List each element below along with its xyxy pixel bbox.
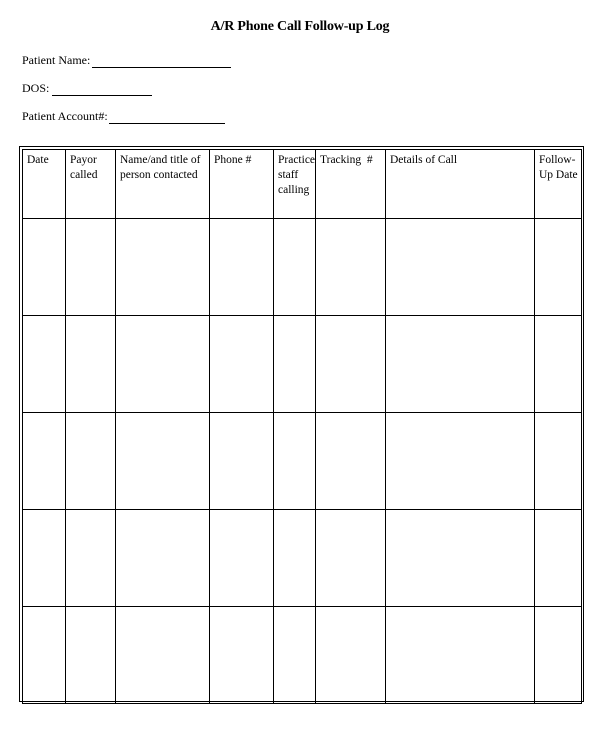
table-cell[interactable] xyxy=(23,219,66,316)
patient-account-label: Patient Account#: xyxy=(22,109,108,123)
table-cell[interactable] xyxy=(116,607,210,704)
table-cell[interactable] xyxy=(210,413,274,510)
table-cell[interactable] xyxy=(535,510,582,607)
table-cell[interactable] xyxy=(210,607,274,704)
table-cell[interactable] xyxy=(210,219,274,316)
page-title: A/R Phone Call Follow-up Log xyxy=(210,19,390,34)
dos-blank[interactable] xyxy=(52,84,152,96)
table-cell[interactable] xyxy=(116,413,210,510)
column-header-person-contacted: Name/and title of person contacted xyxy=(116,150,210,219)
table-cell[interactable] xyxy=(274,413,316,510)
table-cell[interactable] xyxy=(386,510,535,607)
table-cell[interactable] xyxy=(316,219,386,316)
table-cell[interactable] xyxy=(274,219,316,316)
patient-account-field xyxy=(22,109,225,124)
table-cell[interactable] xyxy=(23,607,66,704)
dos-label: DOS: xyxy=(22,81,50,95)
table-cell[interactable] xyxy=(535,413,582,510)
column-header-date: Date xyxy=(23,150,66,219)
table-cell[interactable] xyxy=(535,316,582,413)
dos-field xyxy=(22,81,152,96)
patient-name-blank[interactable] xyxy=(92,56,231,68)
column-header-phone: Phone # xyxy=(210,150,274,219)
column-header-payor-called: Payor called xyxy=(66,150,116,219)
table-cell[interactable] xyxy=(316,607,386,704)
table-cell[interactable] xyxy=(535,219,582,316)
table-cell[interactable] xyxy=(386,219,535,316)
table-cell[interactable] xyxy=(386,316,535,413)
table-cell[interactable] xyxy=(386,607,535,704)
table-header-row xyxy=(23,150,582,219)
table-cell[interactable] xyxy=(210,510,274,607)
table-cell[interactable] xyxy=(116,316,210,413)
table-row xyxy=(23,510,582,607)
table-row xyxy=(23,219,582,316)
table-cell[interactable] xyxy=(274,510,316,607)
column-header-practice-staff: Practice staff calling xyxy=(274,150,316,219)
table-cell[interactable] xyxy=(386,413,535,510)
table-row xyxy=(23,316,582,413)
table-cell[interactable] xyxy=(535,607,582,704)
table-cell[interactable] xyxy=(23,316,66,413)
table-cell[interactable] xyxy=(66,607,116,704)
call-log-table xyxy=(22,149,582,704)
patient-account-blank[interactable] xyxy=(109,112,225,124)
table-cell[interactable] xyxy=(316,316,386,413)
table-cell[interactable] xyxy=(66,219,116,316)
table-row xyxy=(23,607,582,704)
table-cell[interactable] xyxy=(23,413,66,510)
table-cell[interactable] xyxy=(210,316,274,413)
table-body xyxy=(23,219,582,704)
table-row xyxy=(23,413,582,510)
table-cell[interactable] xyxy=(274,316,316,413)
table-cell[interactable] xyxy=(23,510,66,607)
table-cell[interactable] xyxy=(316,413,386,510)
table-cell[interactable] xyxy=(316,510,386,607)
column-header-tracking: Tracking # xyxy=(316,150,386,219)
column-header-details-of-call: Details of Call xyxy=(386,150,535,219)
patient-name-label: Patient Name: xyxy=(22,53,91,67)
table-cell[interactable] xyxy=(66,510,116,607)
table-cell[interactable] xyxy=(116,219,210,316)
table-cell[interactable] xyxy=(116,510,210,607)
table-cell[interactable] xyxy=(66,316,116,413)
table-cell[interactable] xyxy=(66,413,116,510)
column-header-follow-up-date: Follow-Up Date xyxy=(535,150,582,219)
table-cell[interactable] xyxy=(274,607,316,704)
patient-name-field xyxy=(22,53,231,68)
